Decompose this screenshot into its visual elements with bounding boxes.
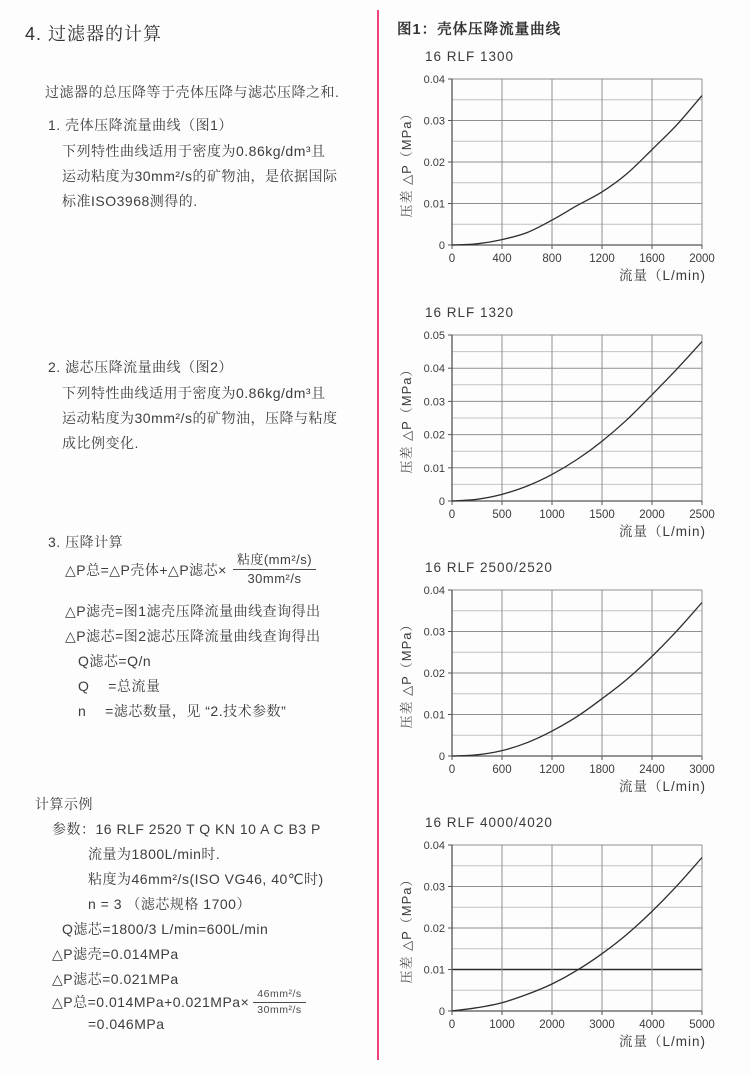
- x-tick-label: 1500: [589, 509, 615, 521]
- chart-svg: [398, 327, 748, 541]
- section1-line: 下列特性曲线适用于密度为0.86kg/dm³且: [62, 143, 326, 159]
- example-dp-shell: △P滤壳=0.014MPa: [52, 946, 179, 962]
- chart-svg: [398, 837, 748, 1051]
- x-tick-label: 400: [492, 253, 512, 265]
- definition-line: Q =总流量: [78, 678, 161, 694]
- y-axis-label: 压差 △P（MPa）: [399, 872, 414, 984]
- y-tick-label: 0: [438, 240, 445, 252]
- example-params: 参数：16 RLF 2520 T Q KN 10 A C B3 P: [52, 821, 321, 837]
- x-tick-label: 2000: [539, 1019, 565, 1031]
- fraction-numerator: 46mm²/s: [253, 988, 305, 1003]
- x-tick-label: 0: [448, 509, 456, 521]
- example-line: n = 3 （滤芯规格 1700）: [88, 896, 251, 912]
- example-line: 流量为1800L/min时.: [88, 846, 221, 862]
- example-total-fraction: [253, 988, 305, 1016]
- chart-title: 16 RLF 1300: [425, 49, 515, 64]
- x-axis-label: 流量（L/min): [618, 779, 706, 794]
- pressure-drop-formula: [65, 552, 316, 588]
- section2-line: 成比例变化.: [62, 435, 139, 451]
- x-tick-label: 800: [542, 253, 562, 265]
- x-tick-label: 500: [492, 509, 512, 521]
- y-tick-label: 0.02: [423, 157, 445, 169]
- column-divider: [377, 10, 379, 1060]
- y-axis-label: 压差 △P（MPa）: [399, 617, 414, 729]
- section3-heading: 3. 压降计算: [48, 534, 124, 550]
- chart-svg: [398, 582, 748, 796]
- x-tick-label: 600: [492, 764, 512, 776]
- x-axis-label: 流量（L/min): [618, 524, 706, 539]
- y-tick-label: 0.03: [423, 115, 445, 128]
- section3-line: △P滤芯=图2滤芯压降流量曲线查询得出: [65, 628, 321, 644]
- y-axis-label: 压差 △P（MPa）: [399, 362, 414, 474]
- x-tick-label: 3000: [589, 1019, 615, 1031]
- y-tick-label: 0.03: [423, 626, 445, 639]
- x-axis-label: 流量（L/min): [618, 1034, 706, 1049]
- section1-heading: 1. 壳体压降流量曲线（图1）: [48, 117, 233, 133]
- pressure-drop-curve: [452, 342, 702, 501]
- y-tick-label: 0.01: [423, 198, 445, 211]
- definition-line: Q滤芯=Q/n: [78, 653, 152, 669]
- intro-text: 过滤器的总压降等于壳体压降与滤芯压降之和.: [45, 84, 340, 100]
- x-tick-label: 2000: [639, 509, 665, 521]
- x-tick-label: 1000: [539, 509, 565, 521]
- x-tick-label: 3000: [689, 764, 715, 776]
- y-axis-label: 压差 △P（MPa）: [399, 106, 414, 218]
- chart-title: 16 RLF 2500/2520: [425, 560, 553, 575]
- x-tick-label: 2400: [639, 764, 665, 776]
- y-tick-label: 0: [438, 751, 445, 763]
- fraction-denominator: 30mm²/s: [247, 571, 302, 587]
- x-tick-label: 4000: [639, 1019, 665, 1031]
- example-total-formula: [52, 988, 306, 1016]
- y-tick-label: 0.02: [423, 923, 445, 935]
- y-tick-label: 0.04: [423, 363, 445, 376]
- figure1-title: 图1：壳体压降流量曲线: [397, 22, 562, 38]
- x-tick-label: 1000: [489, 1019, 515, 1031]
- page-title: 4. 过滤器的计算: [25, 24, 163, 44]
- section1-line: 运动粘度为30mm²/s的矿物油，是依据国际: [62, 168, 338, 184]
- example-total-prefix: △P总=0.014MPa+0.021MPa×: [52, 994, 250, 1011]
- x-tick-label: 0: [448, 1019, 456, 1031]
- y-tick-label: 0.01: [423, 462, 445, 475]
- formula-fraction: [233, 552, 316, 588]
- section2-line: 运动粘度为30mm²/s的矿物油，压降与粘度: [62, 410, 338, 426]
- x-tick-label: 1200: [589, 253, 615, 265]
- y-tick-label: 0.02: [423, 668, 445, 680]
- pressure-drop-curve: [452, 603, 702, 757]
- chart-16rlf2500-2520: [398, 560, 748, 801]
- section3-line: △P滤壳=图1滤壳压降流量曲线查询得出: [65, 603, 321, 619]
- section1-line: 标准ISO3968测得的.: [62, 193, 198, 209]
- chart-16rlf1320: [398, 305, 748, 546]
- formula-lhs: △P总=△P壳体+△P滤芯×: [65, 561, 227, 578]
- x-tick-label: 2500: [689, 509, 715, 521]
- chart-16rlf4000-4020: [398, 815, 748, 1056]
- chart-canvas: [398, 582, 748, 801]
- x-tick-label: 0: [448, 253, 456, 265]
- y-tick-label: 0.03: [423, 881, 445, 894]
- y-tick-label: 0: [438, 496, 445, 508]
- y-tick-label: 0.01: [423, 709, 445, 722]
- x-tick-label: 1200: [539, 764, 565, 776]
- chart-canvas: [398, 327, 748, 546]
- chart-title: 16 RLF 1320: [425, 305, 515, 320]
- example-line: 粘度为46mm²/s(ISO VG46, 40℃时): [88, 871, 324, 887]
- example-q-line: Q滤芯=1800/3 L/min=600L/min: [62, 921, 269, 937]
- x-tick-label: 2000: [689, 253, 715, 265]
- x-tick-label: 0: [448, 764, 456, 776]
- y-tick-label: 0.05: [423, 330, 445, 342]
- chart-canvas: [398, 837, 748, 1056]
- y-tick-label: 0.01: [423, 964, 445, 977]
- x-axis-label: 流量（L/min): [618, 268, 706, 283]
- chart-16rlf1300: [398, 49, 748, 290]
- y-tick-label: 0.04: [423, 585, 445, 597]
- x-tick-label: 1600: [639, 253, 665, 265]
- x-tick-label: 1800: [589, 764, 615, 776]
- y-tick-label: 0.03: [423, 396, 445, 409]
- definition-line: n =滤芯数量，见 “2.技术参数”: [78, 703, 287, 719]
- pressure-drop-curve: [452, 96, 702, 245]
- y-tick-label: 0.04: [423, 840, 445, 852]
- fraction-numerator: 粘度(mm²/s): [233, 552, 316, 570]
- pressure-drop-curve: [452, 858, 702, 1012]
- y-tick-label: 0.04: [423, 74, 445, 86]
- chart-canvas: [398, 71, 748, 290]
- section2-line: 下列特性曲线适用于密度为0.86kg/dm³且: [62, 385, 326, 401]
- example-dp-element: △P滤芯=0.021MPa: [52, 971, 179, 987]
- chart-title: 16 RLF 4000/4020: [425, 815, 553, 830]
- fraction-denominator: 30mm²/s: [257, 1003, 302, 1016]
- example-total-result: =0.046MPa: [88, 1016, 165, 1032]
- example-heading: 计算示例: [35, 796, 93, 812]
- y-tick-label: 0.02: [423, 429, 445, 442]
- section2-heading: 2. 滤芯压降流量曲线（图2）: [48, 359, 233, 375]
- chart-svg: [398, 71, 748, 285]
- x-tick-label: 5000: [689, 1019, 715, 1031]
- y-tick-label: 0: [438, 1006, 445, 1018]
